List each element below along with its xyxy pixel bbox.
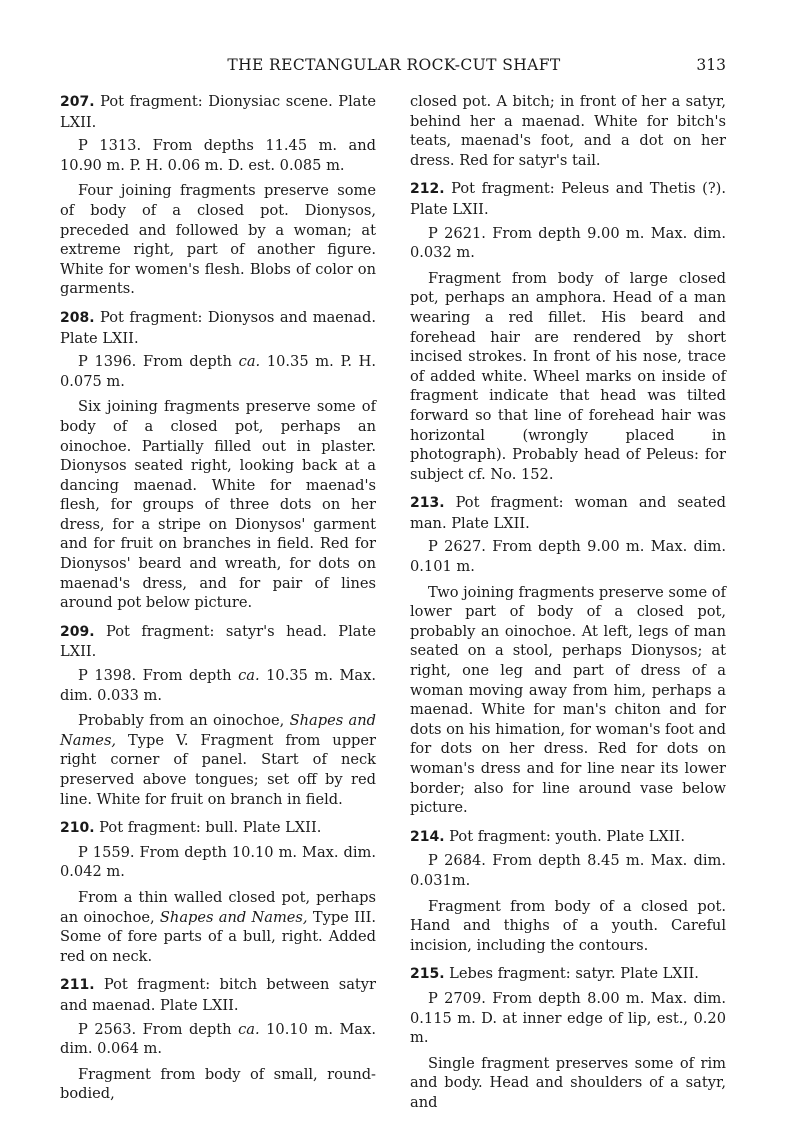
entry-heading (60, 975, 376, 1015)
catalogue-entry-209 (60, 622, 376, 809)
entry-number: 207. (60, 94, 95, 110)
entry-description: Four joining fragments preserve some of body of a closed pot. Dionysos, preceded and followed by a woman; at extreme right, part of another figure. White for women's flesh. Blobs of color on garments. (60, 182, 376, 298)
page-number: 313 (696, 56, 726, 74)
circa-italic: ca. (238, 353, 261, 371)
circa-italic: ca. (238, 1020, 260, 1038)
entry-heading (410, 827, 726, 848)
catalogue-entry-210 (60, 818, 376, 966)
entry-number: 209. (60, 623, 95, 640)
inventory-text: P 2563. From depth (78, 1020, 239, 1038)
inventory-text: 10.35 m. P. H. 0.075 m. (60, 353, 376, 390)
entry-inventory (60, 1020, 376, 1059)
description-text: From a thin walled closed pot, perhaps an oinochoe, (60, 888, 376, 926)
entry-inventory: P 1559. From depth 10.10 m. Max. dim. 0.042 m. (60, 843, 376, 881)
entry-number: 215. (410, 966, 445, 983)
entry-heading (60, 92, 376, 132)
entry-number: 214. (410, 828, 445, 845)
entry-description (60, 888, 376, 966)
entry-heading (410, 179, 726, 219)
entry-description: closed pot. A bitch; in front of her a satyr, behind her a maenad. White for bitch's teats, maenad's foot, and a dot on her dress. Red for satyr's tail. (410, 93, 726, 169)
entry-inventory (60, 666, 376, 705)
left-column (60, 92, 376, 1113)
catalogue-entry-208 (60, 308, 376, 613)
entry-inventory: P 2621. From depth 9.00 m. Max. dim. 0.032 m. (410, 224, 726, 262)
entry-description: Six joining fragments preserve some of body of a closed pot, perhaps an oinochoe. Partially filled out in plaster. Dionysos seated right, looking back at a dancing maenad. White for maenad's flesh, for groups of three dots on her dress, for a stripe on Dionysos' garment and for fruit on branches in field. Red for Dionysos' beard and wreath, for dots on maenad's dress, and for pair of lines around pot below picture. (60, 398, 376, 612)
entry-title: Pot fragment: Peleus and Thetis (?). Plate LXII. (410, 180, 726, 218)
description-text: Probably from an oinochoe, (78, 712, 290, 730)
entry-title: Pot fragment: woman and seated man. Plate LXII. (410, 494, 726, 532)
right-column (410, 92, 726, 1122)
entry-description: Single fragment preserves some of rim and body. Head and shoulders of a satyr, and (410, 1054, 726, 1111)
entry-inventory (60, 352, 376, 391)
entry-number: 208. (60, 309, 95, 326)
entry-heading (410, 964, 726, 985)
entry-number: 210. (60, 820, 95, 837)
circa-italic: ca. (238, 667, 260, 685)
entry-heading (60, 308, 376, 348)
entry-inventory: P 1313. From depths 11.45 m. and 10.90 m. P. H. 0.06 m. D. est. 0.085 m. (60, 137, 376, 174)
entry-heading (410, 493, 726, 533)
entry-description: Fragment from body of small, round-bodied, (60, 1065, 376, 1103)
entry-description: Fragment from body of a closed pot. Hand and thighs of a youth. Careful incision, including the contours. (410, 897, 726, 954)
entry-title: Pot fragment: Dionysiac scene. Plate LXII. (60, 93, 376, 131)
entry-title: Lebes fragment: satyr. Plate LXII. (444, 965, 699, 983)
catalogue-entry-214 (410, 827, 726, 956)
description-text: Type III. Some of fore parts of a bull, right. Added red on neck. (60, 908, 377, 965)
entry-title: Pot fragment: bull. Plate LXII. (94, 819, 322, 837)
entry-heading (60, 818, 376, 839)
entry-title: Pot fragment: youth. Plate LXII. (444, 827, 685, 845)
entry-number: 212. (410, 181, 445, 198)
catalogue-entry-213 (410, 493, 726, 818)
catalogue-entry-212 (410, 179, 726, 484)
entry-title: Pot fragment: bitch between satyr and maenad. Plate LXII. (60, 976, 376, 1014)
entry-description: Two joining fragments preserve some of lower part of body of a closed pot, probably an oinochoe. At left, legs of man seated on a stool, perhaps Dionysos; at right, one leg and part of dress of a woman moving away from him, perhaps a maenad. White for man's chiton and for dots on his himation, for woman's foot and for dots on her dress. Red for dots on woman's dress and for line near its lower border; also for line around vase below picture. (410, 583, 726, 817)
entry-number: 213. (410, 495, 445, 512)
entry-inventory: P 2684. From depth 8.45 m. Max. dim. 0.031m. (410, 852, 726, 889)
catalogue-entry-211-continued (410, 92, 726, 170)
entry-inventory: P 2709. From depth 8.00 m. Max. dim. 0.115 m. D. at inner edge of lip, est., 0.20 m. (410, 989, 726, 1047)
entry-heading (60, 622, 376, 662)
entry-inventory: P 2627. From depth 9.00 m. Max. dim. 0.101 m. (410, 538, 726, 576)
running-title: THE RECTANGULAR ROCK-CUT SHAFT (227, 56, 561, 74)
reference-title: Shapes and Names, (60, 712, 376, 749)
inventory-text: P 1396. From depth (78, 353, 239, 371)
page-header (62, 56, 726, 86)
entry-title: Pot fragment: satyr's head. Plate LXII. (60, 622, 376, 661)
catalogue-entry-215 (410, 964, 726, 1112)
catalogue-entry-207 (60, 92, 376, 299)
entry-number: 211. (60, 977, 95, 994)
description-text: Type V. Fragment from upper right corner of panel. Start of neck preserved above tongues; set off by red line. White for fruit on branch in field. (60, 731, 376, 808)
entry-title: Pot fragment: Dionysos and maenad. Plate LXII. (60, 308, 376, 347)
entry-description: Fragment from body of large closed pot, perhaps an amphora. Head of a man wearing a red fillet. His beard and forehead hair are rendered by short incised strokes. In front of his nose, trace of added white. Wheel marks on inside of fragment indicate that head was tilted forward so that line of forehead hair was horizontal (wrongly placed in photograph). Probably head of Peleus: for subject cf. No. 152. (410, 269, 726, 483)
catalogue-entry-211 (60, 975, 376, 1104)
entry-description (60, 711, 376, 809)
inventory-text: 10.35 m. Max. dim. 0.033 m. (60, 667, 377, 704)
inventory-text: P 1398. From depth (78, 667, 239, 685)
inventory-text: 10.10 m. Max. dim. 0.064 m. (60, 1020, 377, 1058)
reference-title: Shapes and Names, (159, 908, 308, 926)
